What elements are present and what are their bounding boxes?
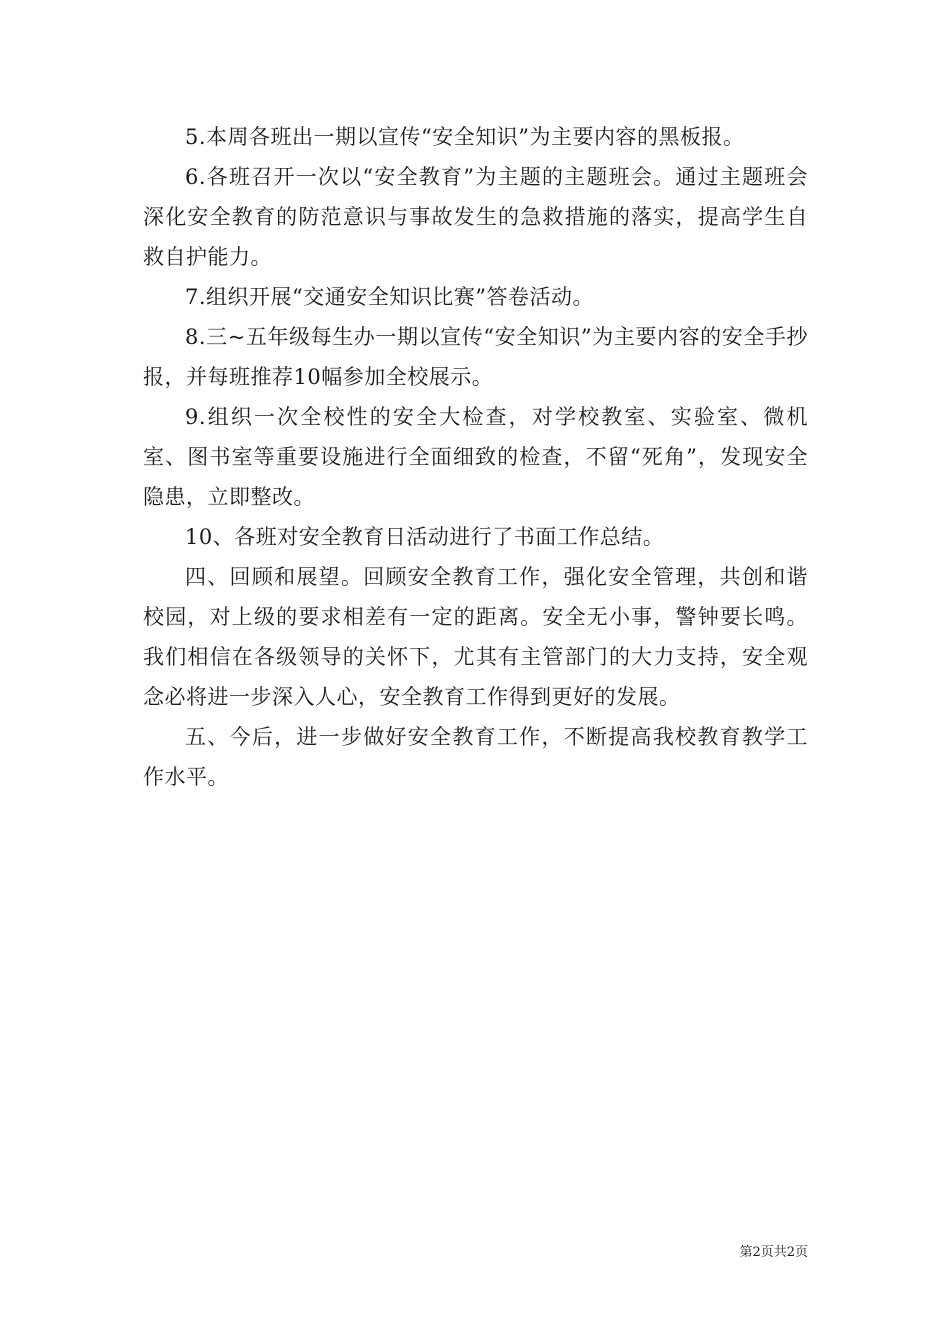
paragraph-item-7: 7.组织开展“交通安全知识比赛”答卷活动。 (185, 285, 595, 309)
paragraph-future: 五、今后，进一步做好安全教育工作，不断提高我校教育教学工作水平。 (143, 725, 808, 789)
document-body (143, 117, 808, 797)
paragraph-item-9: 9.组织一次全校性的安全大检查，对学校教室、实验室、微机室、图书室等重要设施进行全面细致的检查，不留“死角”，发现安全隐患，立即整改。 (143, 405, 808, 509)
paragraph-item-10: 10、各班对安全教育日活动进行了书面工作总结。 (185, 525, 665, 549)
paragraph-review-outlook: 四、回顾和展望。回顾安全教育工作，强化安全管理，共创和谐校园，对上级的要求相差有一定的距离。安全无小事，警钟要长鸣。我们相信在各级领导的关怀下，尤其有主管部门的大力支持，安全观念必将进一步深入人心，安全教育工作得到更好的发展。 (143, 565, 808, 709)
page-number-footer: 第2页共2页 (739, 1245, 808, 1260)
paragraph-item-6: 6.各班召开一次以“安全教育”为主题的主题班会。通过主题班会深化安全教育的防范意识与事故发生的急救措施的落实，提高学生自救自护能力。 (143, 165, 808, 269)
paragraph-item-5: 5.本周各班出一期以宣传“安全知识”为主要内容的黑板报。 (185, 125, 745, 149)
paragraph-item-8: 8.三~五年级每生办一期以宣传“安全知识”为主要内容的安全手抄报，并每班推荐10幅参加全校展示。 (143, 325, 808, 389)
